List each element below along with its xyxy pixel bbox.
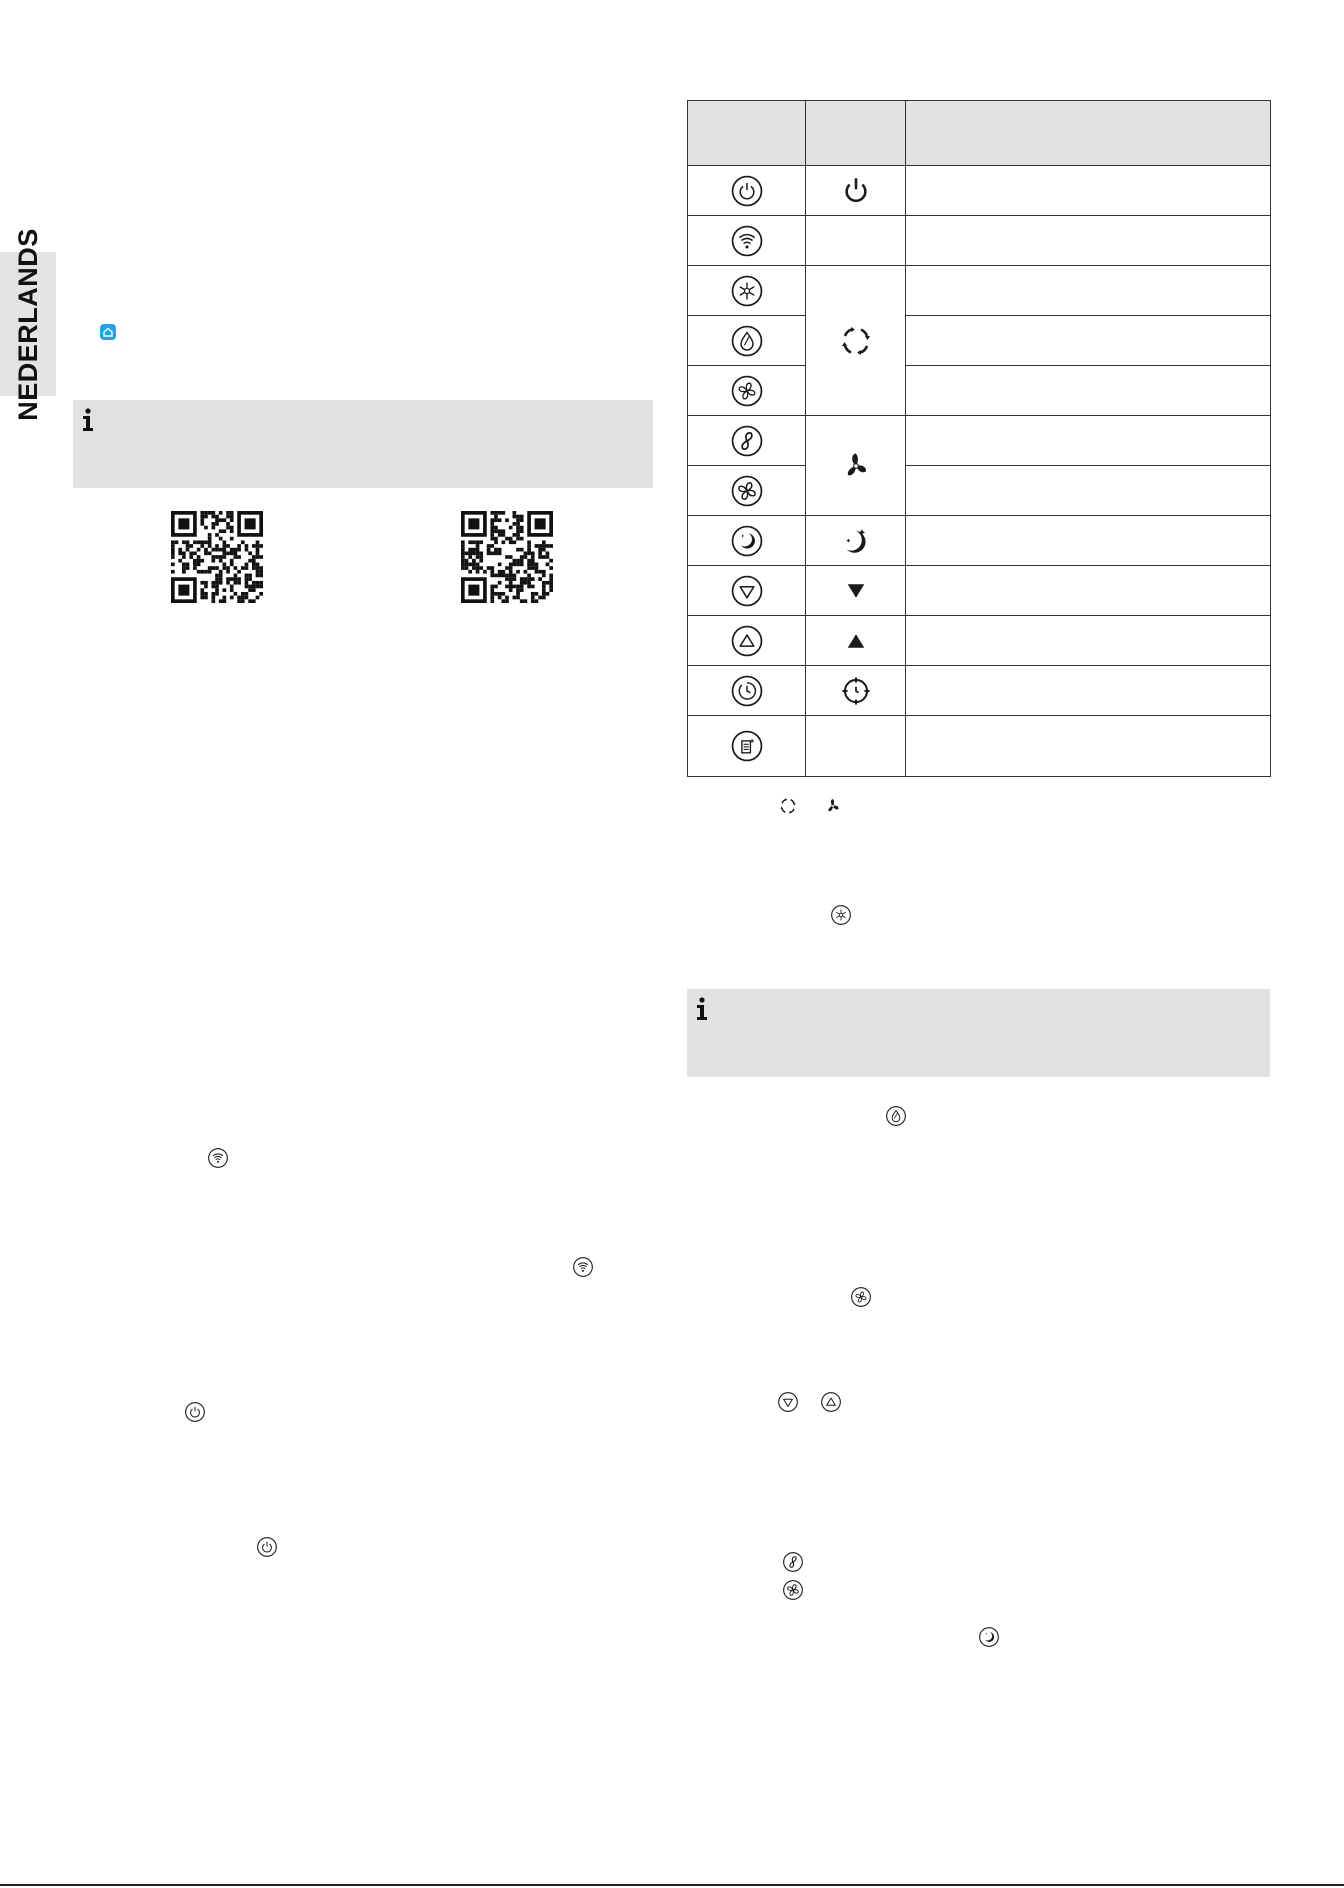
table-cell-description	[906, 516, 1271, 566]
footer-rule	[0, 1884, 1344, 1886]
table-row	[688, 416, 1271, 466]
table-cell-description	[906, 266, 1271, 316]
wifi-button-icon	[730, 224, 764, 258]
mode-cycle-display-icon	[777, 795, 799, 817]
table-row	[688, 316, 1271, 366]
table-row	[688, 516, 1271, 566]
sleep-button-icon	[978, 1626, 1000, 1648]
droplet-button-icon	[885, 1105, 907, 1127]
table-header-display	[806, 101, 906, 166]
table-row	[688, 216, 1271, 266]
table-header-description	[906, 101, 1271, 166]
up-triangle-display-icon	[841, 626, 871, 656]
table-cell-description	[906, 666, 1271, 716]
table-cell-description	[906, 716, 1271, 777]
table-row	[688, 566, 1271, 616]
table-row	[688, 716, 1271, 777]
fan-button-icon	[850, 1286, 872, 1308]
power-button-icon	[730, 174, 764, 208]
sleep-button-icon	[730, 524, 764, 558]
table-cell-description	[906, 216, 1271, 266]
mode-cycle-display-icon	[836, 321, 876, 361]
app-home-icon	[100, 324, 116, 340]
language-tab	[0, 227, 56, 421]
droplet-button-icon	[730, 324, 764, 358]
up-button-icon	[730, 624, 764, 658]
table-cell-description	[906, 466, 1271, 516]
fan-low-button-icon	[730, 424, 764, 458]
snowflake-button-icon	[830, 904, 852, 926]
table-cell-description	[906, 416, 1271, 466]
power-display-icon	[839, 174, 873, 208]
table-row	[688, 366, 1271, 416]
table-cell-description	[906, 566, 1271, 616]
power-button-icon	[184, 1401, 206, 1423]
fan-low-button-icon	[782, 1551, 804, 1573]
language-tab-label: NEDERLANDS	[12, 227, 43, 421]
wifi-button-icon	[572, 1256, 594, 1278]
fan-display-icon	[838, 448, 874, 484]
table-cell-description	[906, 166, 1271, 216]
table-cell-display	[806, 716, 906, 777]
up-button-icon	[820, 1391, 842, 1413]
power-button-icon	[256, 1536, 278, 1558]
fan-high-button-icon	[782, 1579, 804, 1601]
fan-display-icon	[823, 796, 843, 816]
snowflake-button-icon	[730, 274, 764, 308]
table-cell-description	[906, 616, 1271, 666]
info-note-left	[73, 400, 653, 488]
qr-code-icon	[461, 511, 553, 603]
timer-display-icon	[839, 674, 873, 708]
timer-button-icon	[730, 674, 764, 708]
table-header-row	[688, 101, 1271, 166]
down-button-icon	[777, 1391, 799, 1413]
table-cell-display	[806, 216, 906, 266]
down-triangle-display-icon	[841, 576, 871, 606]
table-cell-description	[906, 366, 1271, 416]
sleep-display-icon	[839, 524, 873, 558]
filter-button-icon	[730, 729, 764, 763]
qr-code-icon	[171, 511, 263, 603]
info-icon	[81, 408, 95, 432]
table-header-button	[688, 101, 806, 166]
table-row	[688, 666, 1271, 716]
table-cell-description	[906, 316, 1271, 366]
table-row	[688, 616, 1271, 666]
down-button-icon	[730, 574, 764, 608]
fan-high-button-icon	[730, 474, 764, 508]
info-note-right	[687, 989, 1270, 1077]
table-row	[688, 466, 1271, 516]
wifi-button-icon	[207, 1147, 229, 1169]
key-function-table	[687, 100, 1271, 777]
table-row	[688, 166, 1271, 216]
info-icon	[695, 997, 709, 1021]
fan-button-icon	[730, 374, 764, 408]
table-row	[688, 266, 1271, 316]
